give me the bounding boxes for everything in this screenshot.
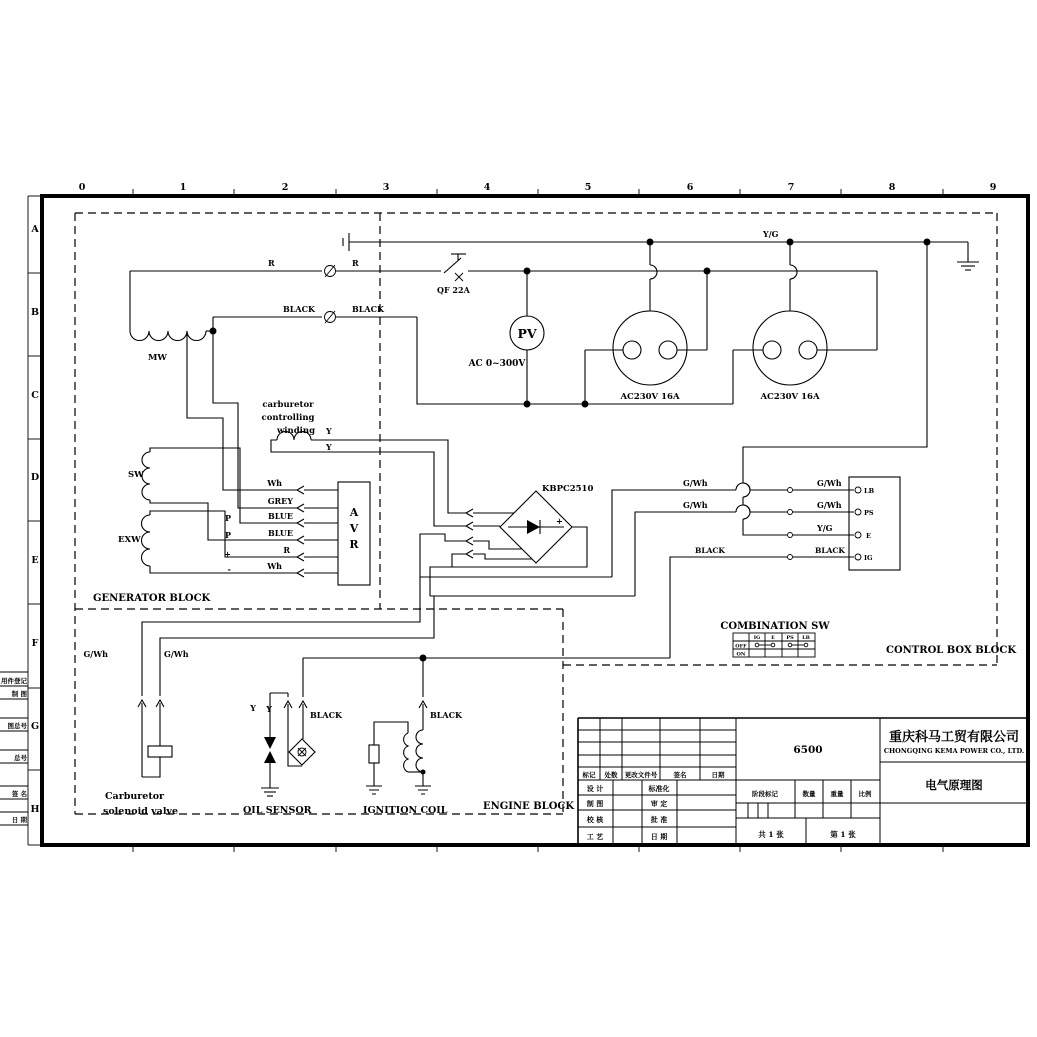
drawing-title: 电气原理图	[925, 778, 983, 792]
pin-prefix-label: P	[224, 530, 231, 540]
wire-label-yg: Y/G	[817, 523, 833, 533]
control-box-block	[849, 477, 1016, 656]
rev-header: 签名	[673, 771, 687, 779]
row-letter: A	[31, 224, 39, 235]
ruler-number: 2	[281, 182, 289, 193]
main-winding-label: MW	[148, 353, 167, 363]
breaker-label: QF 22A	[437, 285, 470, 295]
sw-contacts	[755, 643, 808, 647]
ground-symbol	[957, 242, 979, 270]
combination-switch	[720, 621, 830, 658]
avr-letter: R	[349, 538, 359, 551]
row-letter: G	[30, 721, 40, 732]
revision-headers	[582, 770, 726, 779]
sw-col-header: LB	[802, 635, 810, 641]
wire-label-gwh: G/Wh	[164, 649, 189, 659]
signature-labels	[586, 784, 670, 841]
wire-label-r: R	[268, 258, 275, 268]
wire-connector	[325, 311, 336, 323]
sig-label: 标准化	[648, 784, 670, 793]
row-letter: D	[30, 472, 40, 483]
combination-sw-title: COMBINATION SW	[720, 621, 830, 632]
carb-winding-caption: carburetor	[262, 400, 314, 410]
wire-label-r: R	[352, 258, 359, 268]
wire-label-y: Y	[250, 703, 256, 713]
title-block	[578, 718, 1028, 845]
ruler-number: 8	[888, 182, 896, 193]
ruler-number: 0	[78, 182, 86, 193]
carb-winding-caption: winding	[276, 426, 316, 436]
rectifier-kbpc2510	[420, 484, 593, 596]
carburetor-caption: solenoid valve	[103, 806, 178, 817]
ignition-coil	[303, 655, 670, 817]
rev-header: 处数	[604, 771, 618, 779]
sub-winding-label: SW	[128, 470, 144, 480]
pin-prefix-label: -	[227, 564, 231, 574]
stage-headers	[752, 789, 872, 798]
pin-prefix-label: +	[224, 549, 231, 559]
stage-header: 阶段标记	[752, 790, 778, 798]
engine-block-title: ENGINE BLOCK	[483, 801, 575, 812]
sig-label: 工 艺	[586, 832, 604, 841]
wire-label-black: BLACK	[430, 710, 462, 720]
row-letter: F	[31, 638, 39, 649]
engine-block	[83, 649, 670, 817]
socket-2	[733, 311, 827, 404]
ruler-number: 1	[179, 182, 187, 193]
terminal-label: LB	[864, 487, 875, 495]
stage-header: 比例	[858, 790, 872, 798]
block-boundaries	[75, 213, 997, 814]
carb-controlling-winding	[262, 400, 466, 526]
avr-pin-connectors	[297, 486, 338, 577]
excitation-winding-label: EXW	[118, 535, 141, 545]
earth-bus	[343, 229, 979, 535]
generator-block	[93, 271, 466, 604]
combination-sw-headers	[735, 635, 810, 658]
row-letter: E	[31, 555, 39, 566]
sw-row-label: OFF	[735, 643, 747, 650]
control-box-title: CONTROL BOX BLOCK	[886, 645, 1017, 656]
wire-label-black: BLACK	[695, 546, 725, 555]
company-name-cn: 重庆科马工贸有限公司	[888, 730, 1020, 745]
stage-header: 重量	[830, 790, 844, 798]
sig-label: 制 图	[586, 799, 604, 808]
wire-label-gwh: G/Wh	[817, 500, 842, 510]
ruler-number: 7	[787, 182, 795, 193]
wire-connector	[325, 265, 336, 277]
ruler-number: 9	[989, 182, 997, 193]
stage-header: 数量	[802, 790, 816, 798]
pin-color-label: GREY	[267, 496, 293, 506]
row-letters	[30, 224, 39, 815]
sub-winding-sw	[128, 448, 297, 540]
avr-letter: A	[349, 506, 359, 519]
wire-label-black: BLACK	[352, 304, 384, 314]
terminal-label: IG	[864, 554, 873, 562]
rectifier-plus-label: +	[556, 516, 563, 526]
ignition-coil-label: IGNITION COIL	[363, 805, 448, 816]
avr-letter: V	[349, 522, 359, 535]
ruler-number: 4	[483, 182, 491, 193]
ruler-number: 5	[584, 182, 592, 193]
sw-col-header: E	[771, 635, 775, 641]
pv-meter-label: PV	[517, 326, 537, 341]
margin-field-label: 图总号	[7, 722, 27, 730]
rectifier-label: KBPC2510	[542, 484, 594, 494]
carb-winding-caption: controlling	[261, 413, 315, 423]
sw-col-header: IG	[753, 635, 761, 641]
sw-row-label: ON	[736, 651, 746, 658]
oil-sensor-label: OIL SENSOR	[243, 805, 312, 816]
ruler-number: 3	[382, 182, 390, 193]
pin-color-label: Wh	[267, 561, 282, 571]
sig-label: 日 期	[650, 832, 668, 841]
ruler-number: 6	[686, 182, 694, 193]
breaker-qf	[437, 254, 471, 295]
earth-wire-label: Y/G	[763, 229, 779, 239]
sheet-total: 共 1 张	[758, 830, 784, 839]
row-letter: C	[31, 390, 39, 401]
pin-color-label: BLUE	[267, 511, 293, 521]
carburetor-solenoid-valve	[83, 649, 188, 817]
pin-prefix-label: P	[224, 513, 231, 523]
socket-label: AC230V 16A	[620, 392, 680, 402]
rev-header: 更改文件号	[624, 771, 658, 779]
margin-field-label: 用件登记	[1, 677, 27, 685]
pin-color-label: Wh	[267, 478, 282, 488]
socket-1	[585, 271, 707, 404]
wire-label-y: Y	[326, 442, 332, 452]
rev-header: 标记	[582, 771, 596, 779]
pin-color-label: BLUE	[267, 528, 293, 538]
oil-sensor	[243, 658, 343, 816]
engine-feed-wires	[138, 577, 635, 777]
avr-box	[338, 482, 370, 585]
margin-field-label: 日 期	[11, 816, 27, 824]
sheet-number: 第 1 张	[830, 830, 856, 839]
socket-label: AC230V 16A	[760, 392, 820, 402]
wire-label-black: BLACK	[815, 546, 845, 555]
model-number: 6500	[793, 744, 823, 756]
wire-label-y: Y	[266, 704, 272, 714]
wire-label-gwh: G/Wh	[683, 478, 708, 488]
sig-label: 设 计	[586, 784, 604, 793]
main-winding-mw	[130, 271, 217, 363]
margin-field-label: 签 名	[11, 790, 27, 798]
rectifier-connectors	[466, 509, 532, 559]
margin-field-label: 总号	[14, 754, 27, 762]
generator-block-title: GENERATOR BLOCK	[93, 593, 211, 604]
sig-label: 校 核	[586, 815, 604, 824]
wire-label-gwh: G/Wh	[683, 500, 708, 510]
pv-meter	[468, 271, 544, 404]
rev-header: 日期	[711, 771, 725, 779]
r-bus	[130, 254, 877, 350]
sig-label: 审 定	[650, 799, 668, 808]
carburetor-caption: Carburetor	[105, 791, 165, 802]
sw-col-header: PS	[786, 635, 794, 641]
company-name-en: CHONGQING KEMA POWER CO., LTD.	[883, 747, 1025, 755]
avr-pin-labels	[224, 478, 293, 574]
terminal-label: PS	[864, 509, 874, 517]
sheet-frame	[0, 182, 1028, 852]
wire-label-gwh: G/Wh	[817, 478, 842, 488]
sig-label: 批 准	[650, 815, 668, 824]
wire-label-black: BLACK	[310, 710, 342, 720]
row-letter: H	[30, 804, 40, 815]
pin-color-label: R	[283, 545, 290, 555]
wire-label-y: Y	[326, 426, 332, 436]
rectifier-feed-wire	[420, 534, 466, 577]
wire-label-gwh: G/Wh	[83, 649, 108, 659]
row-letter: B	[30, 307, 40, 318]
pv-meter-range: AC 0~300V	[468, 359, 526, 369]
margin-field-label: 制 图	[11, 690, 27, 698]
wire-label-black: BLACK	[283, 304, 315, 314]
terminal-label: E	[866, 532, 871, 540]
margin-fields	[0, 672, 28, 825]
